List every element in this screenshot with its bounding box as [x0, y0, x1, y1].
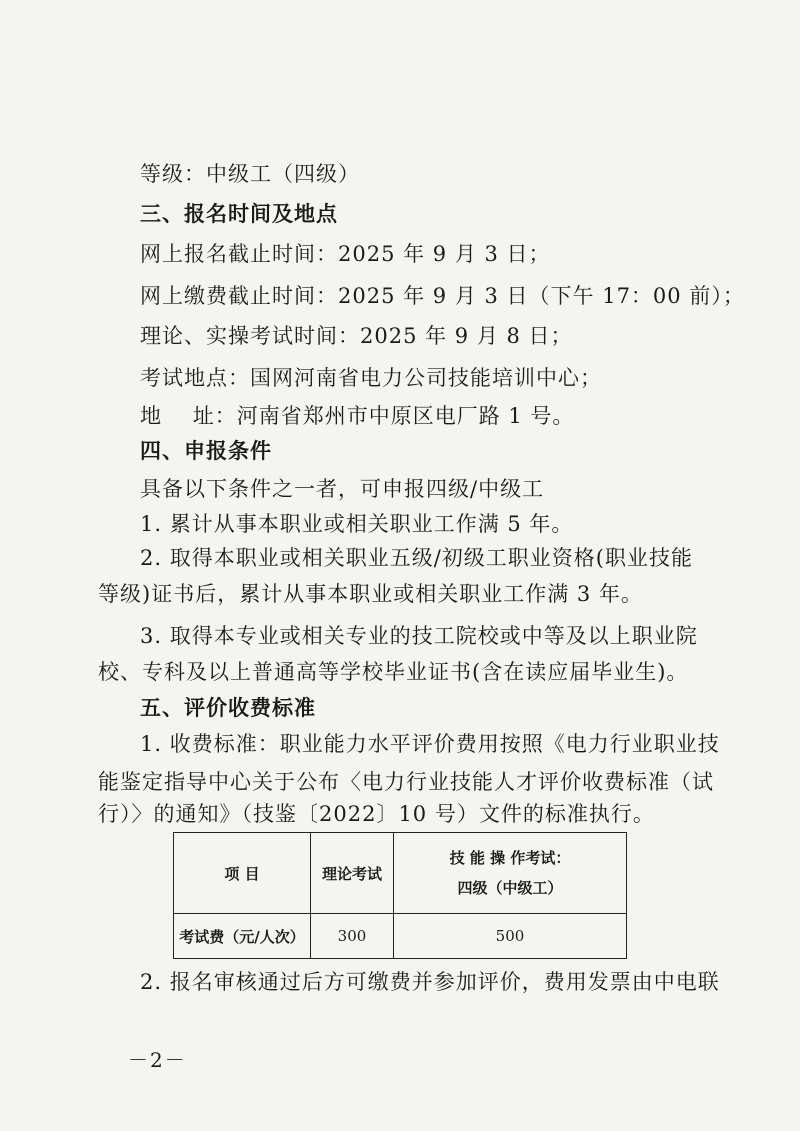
section-heading-5: 五、评价收费标准 — [140, 696, 316, 720]
header-item: 项 目 — [174, 833, 311, 914]
section-heading-4: 四、申报条件 — [140, 439, 272, 463]
theory-fee-value: 300 — [311, 914, 394, 959]
row-label-exam-fee: 考试费（元/人次） — [174, 914, 311, 959]
eligibility-item-3: 3. 取得本专业或相关专业的技工院校或中等及以上职业院 — [140, 624, 698, 648]
fee-table — [173, 832, 627, 959]
header-theory: 理论考试 — [311, 833, 394, 914]
section-heading-3: 三、报名时间及地点 — [140, 202, 338, 226]
grade-line: 等级：中级工（四级） — [140, 162, 360, 186]
eligibility-intro: 具备以下条件之一者，可申报四级/中级工 — [140, 477, 545, 501]
eligibility-item-1: 1. 累计从事本职业或相关职业工作满 5 年。 — [140, 512, 574, 536]
fee-table-row — [174, 914, 627, 959]
header-practical-line-1: 技 能 操 作考试： — [449, 849, 571, 867]
fee-standard-line-3: 行）〉的通知》（技鉴〔2022〕10 号）文件的标准执行。 — [98, 802, 655, 826]
fee-standard-line-2: 能鉴定指导中心关于公布〈电力行业技能人才评价收费标准（试 — [98, 770, 714, 794]
eligibility-item-2: 2. 取得本职业或相关职业五级/初级工职业资格(职业技能 — [140, 546, 693, 570]
header-practical — [394, 833, 627, 914]
header-practical-line-2: 四级（中级工） — [457, 879, 563, 897]
exam-address: 地 址：河南省郑州市中原区电厂路 1 号。 — [140, 404, 575, 428]
page-number: －2－ — [128, 1048, 187, 1072]
online-payment-deadline: 网上缴费截止时间：2025 年 9 月 3 日（下午 17：00 前）； — [140, 284, 745, 308]
practical-fee-value: 500 — [394, 914, 627, 959]
fee-table-header-row — [174, 833, 627, 914]
eligibility-item-3-cont: 校、专科及以上普通高等学校毕业证书(含在读应届毕业生)。 — [98, 660, 689, 684]
exam-location: 考试地点：国网河南省电力公司技能培训中心； — [140, 366, 602, 390]
fee-payment-note: 2. 报名审核通过后方可缴费并参加评价，费用发票由中电联 — [140, 970, 720, 994]
online-registration-deadline: 网上报名截止时间：2025 年 9 月 3 日； — [140, 242, 551, 266]
exam-time: 理论、实操考试时间：2025 年 9 月 8 日； — [140, 324, 573, 348]
fee-standard-line-1: 1. 收费标准：职业能力水平评价费用按照《电力行业职业技 — [140, 732, 720, 756]
eligibility-item-2-cont: 等级)证书后，累计从事本职业或相关职业工作满 3 年。 — [98, 582, 643, 606]
